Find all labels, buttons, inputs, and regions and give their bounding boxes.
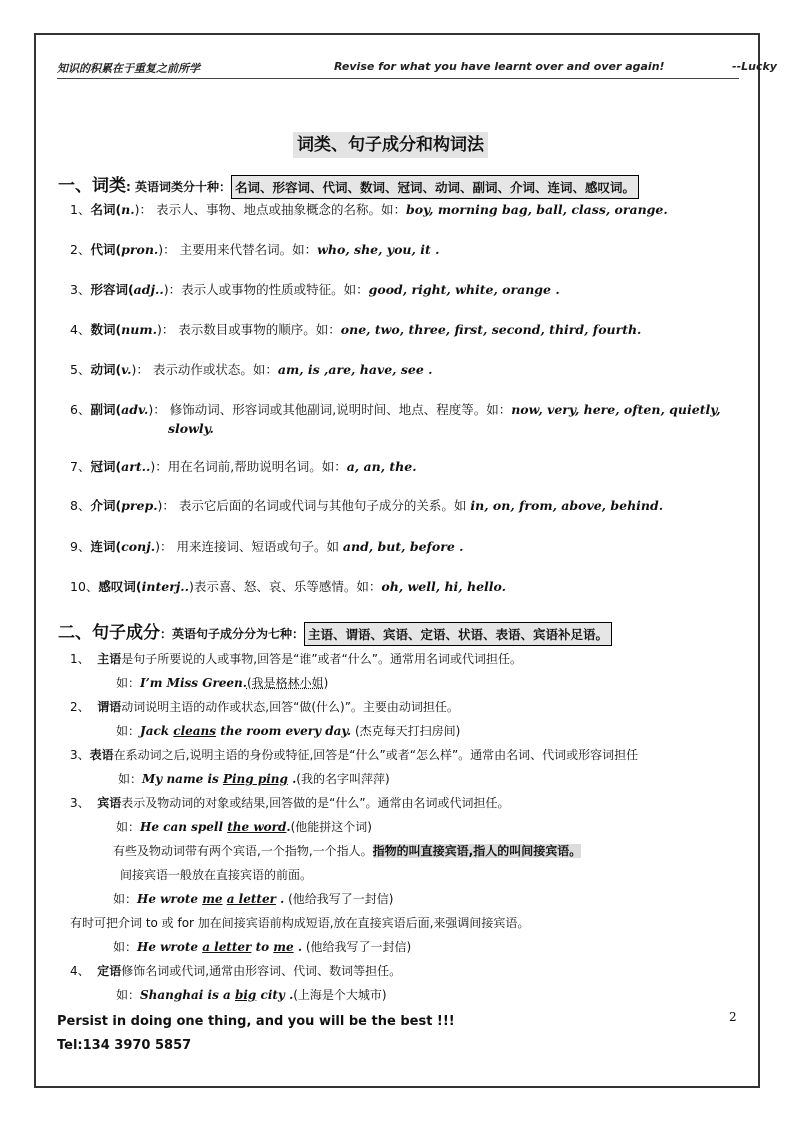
example-words: in, on, from, above, behind.: [470, 498, 664, 513]
word-class-name: 名词(: [90, 202, 122, 217]
word-class-definition: )表示喜、怒、哀、乐等感情。如：: [189, 579, 382, 594]
example-words: and, but, before: [342, 539, 455, 554]
example-end: .: [423, 362, 433, 377]
term: 定语: [97, 964, 122, 978]
sentence-parts-box: 主语、谓语、宾语、定语、状语、表语、宾语补足语。: [304, 622, 612, 646]
section-title: 词类: [92, 176, 126, 196]
item-number: 8、: [70, 498, 91, 513]
example-part: .: [293, 940, 302, 954]
example-words: boy, morning bag, ball, class, orange: [405, 202, 664, 217]
example-underlined: cleans: [173, 724, 217, 738]
example-part: He wrote: [137, 940, 203, 954]
example-translation: (他能拼这个词): [290, 820, 372, 834]
term: 表语: [89, 748, 114, 762]
word-class-definition: )： 表示人、事物、地点或抽象概念的名称。如：: [134, 202, 406, 217]
word-class-definition: )：表示人或事物的性质或特征。如：: [163, 282, 369, 297]
word-class-item: [70, 320, 641, 339]
example-words: oh, well, hi, hello.: [381, 579, 506, 594]
header-divider: [57, 78, 739, 79]
section-number: 二、: [58, 623, 92, 643]
object-line: [70, 794, 510, 812]
word-classes-box: 名词、形容词、代词、数词、冠词、动词、副词、介词、连词、感叹词。: [231, 175, 639, 199]
example-part: to: [251, 940, 274, 954]
example-underlined: the word: [227, 820, 287, 834]
header-right-signature: --Lucky: [732, 60, 777, 73]
word-class-item: [70, 280, 560, 299]
object-note-order: 间接宾语一般放在直接宾语的前面。: [120, 868, 313, 882]
section-colon: :: [126, 180, 131, 194]
item-number: 4、: [70, 964, 90, 978]
example-translation: (我的名字叫萍萍): [296, 772, 390, 786]
word-class-item: [70, 496, 663, 515]
example-part: .: [287, 772, 297, 786]
note-text: 有些及物动词带有两个宾语,一个指物,一个指人。: [113, 844, 373, 858]
section-sentence-parts-heading: [58, 618, 612, 646]
word-class-name: 介词(: [90, 498, 122, 513]
attributive-line: [70, 962, 401, 980]
word-class-item: [70, 577, 506, 596]
item-number: 1、: [70, 202, 91, 217]
term: 谓语: [97, 700, 122, 714]
example-words: one, two, three, first, second, third, fourth.: [340, 322, 642, 337]
definition: 是句子所要说的人或事物,回答是“谁”或者“什么”。通常用名词或代词担任。: [121, 652, 522, 666]
definition: 在系动词之后,说明主语的身份或特征,回答是“什么”或者“怎么样”。通常由名词、代词或形容词担任: [113, 748, 639, 762]
example-part: He wrote: [137, 892, 203, 906]
item-number: 2、: [70, 242, 91, 257]
word-class-definition: )： 修饰动词、形容词或其他副词,说明时间、地点、程度等。如：: [148, 402, 512, 417]
example-part: Jack: [140, 724, 174, 738]
example-underlined: big: [234, 988, 257, 1002]
example-part: city .: [256, 988, 294, 1002]
word-class-abbreviation: adj..: [133, 282, 164, 297]
predicative-example: [118, 770, 390, 788]
word-class-name: 动词(: [90, 362, 122, 377]
subject-line: [70, 650, 522, 668]
adverb-example-continued: [168, 419, 214, 438]
definition: 修饰名词或代词,通常由形容词、代词、数词等担任。: [121, 964, 402, 978]
section-subtitle: 英语词类分十种：: [130, 180, 231, 194]
example-words: a, an, the.: [346, 459, 417, 474]
word-class-abbreviation: conj.: [121, 539, 156, 554]
example-underlined: me: [202, 892, 223, 906]
word-class-abbreviation: n.: [121, 202, 135, 217]
example-words: am, is ,are, have, see: [277, 362, 424, 377]
word-class-name: 副词(: [90, 402, 122, 417]
example-end: .: [454, 539, 464, 554]
example-translation: (他给我写了一封信): [302, 940, 412, 954]
example-prefix: 如：: [116, 676, 141, 690]
item-number: 1、: [70, 652, 90, 666]
item-number: 3、: [70, 748, 90, 762]
word-class-name: 连词(: [90, 539, 122, 554]
example-part: the room every day.: [216, 724, 352, 738]
attributive-example: [116, 986, 387, 1004]
predicate-line: [70, 698, 459, 716]
example-words: slowly.: [168, 421, 214, 436]
example-part: .: [275, 892, 285, 906]
word-class-abbreviation: art..: [121, 459, 151, 474]
predicate-example: [116, 722, 460, 740]
item-number: 3、: [70, 796, 90, 810]
object-note-double: [113, 842, 581, 860]
item-number: 5、: [70, 362, 91, 377]
example-part: .: [286, 820, 291, 834]
word-class-abbreviation: adv.: [121, 402, 149, 417]
footer-phone: Tel:134 3970 5857: [57, 1038, 192, 1053]
word-class-name: 数词(: [90, 322, 122, 337]
word-class-abbreviation: pron.: [121, 242, 159, 257]
word-class-name: 感叹词(: [98, 579, 142, 594]
example-part: He can spell: [140, 820, 228, 834]
example-part: My name is: [142, 772, 223, 786]
example-prefix: 如：: [116, 820, 141, 834]
item-number: 7、: [70, 459, 91, 474]
word-class-name: 形容词(: [90, 282, 134, 297]
word-class-item: [70, 240, 439, 259]
item-number: 3、: [70, 282, 91, 297]
term: 宾语: [97, 796, 122, 810]
item-number: 4、: [70, 322, 91, 337]
object-example-double: [113, 890, 393, 908]
object-note-prep: 有时可把介词 to 或 for 加在间接宾语前构成短语,放在直接宾语后面,来强调间接宾语。: [70, 916, 530, 930]
word-class-definition: )： 主要用来代替名词。如：: [158, 242, 318, 257]
word-class-item: [70, 360, 433, 379]
page-number: 2: [729, 1010, 737, 1024]
item-number: 2、: [70, 700, 90, 714]
example-part: Shanghai is a: [140, 988, 235, 1002]
example-end: .: [430, 242, 440, 257]
example-prefix: 如：: [116, 988, 141, 1002]
word-class-definition: )： 表示数目或事物的顺序。如：: [156, 322, 341, 337]
word-class-definition: )： 表示它后面的名词或代词与其他句子成分的关系。如: [157, 498, 471, 513]
example-underlined: Ping ping: [222, 772, 288, 786]
example-words: good, right, white, orange: [368, 282, 551, 297]
example-prefix: 如：: [113, 892, 138, 906]
word-class-definition: )： 表示动作或状态。如：: [131, 362, 278, 377]
example-prefix: 如：: [118, 772, 143, 786]
word-class-definition: )： 用来连接词、短语或句子。如: [155, 539, 343, 554]
section-number: 一、: [58, 176, 92, 196]
example-translation: (上海是个大城市): [293, 988, 387, 1002]
example-end: .: [663, 202, 668, 217]
word-class-item: [70, 200, 668, 219]
word-class-name: 冠词(: [90, 459, 122, 474]
example-prefix: 如：: [113, 940, 138, 954]
definition: 表示及物动词的对象或结果,回答做的是“什么”。通常由名词或代词担任。: [121, 796, 510, 810]
note-highlight: 指物的叫直接宾语,指人的叫间接宾语。: [372, 844, 582, 858]
subject-example: [116, 674, 328, 692]
word-class-abbreviation: prep.: [121, 498, 158, 513]
section-title: 句子成分: [92, 623, 160, 643]
section-word-classes-heading: [58, 171, 639, 199]
definition: 动词说明主语的动作或状态,回答“做(什么)”。主要由动词担任。: [121, 700, 459, 714]
example-translation: (杰克每天打扫房间): [351, 724, 461, 738]
word-class-abbreviation: num.: [121, 322, 157, 337]
example-end: .: [550, 282, 560, 297]
example-words: now, very, here, often, quietly,: [511, 402, 721, 417]
word-class-item: [70, 457, 417, 476]
word-class-abbreviation: v.: [121, 362, 132, 377]
example-underlined: a letter: [226, 892, 276, 906]
word-class-definition: )：用在名词前,帮助说明名词。如：: [150, 459, 347, 474]
footer-motto: Persist in doing one thing, and you will be the best !!!: [57, 1014, 455, 1029]
word-class-item: [70, 400, 721, 419]
word-class-name: 代词(: [90, 242, 122, 257]
item-number: 10、: [70, 579, 99, 594]
example-words: who, she, you, it: [317, 242, 431, 257]
object-example-prep: [113, 938, 411, 956]
item-number: 9、: [70, 539, 91, 554]
object-example: [116, 818, 372, 836]
section-colon: ：: [160, 627, 173, 641]
header-center-slogan: Revise for what you have learnt over and over again!: [334, 60, 665, 73]
item-number: 6、: [70, 402, 91, 417]
example-translation: (他给我写了一封信): [284, 892, 394, 906]
example-underlined: a letter: [202, 940, 252, 954]
header-left-slogan: 知识的积累在于重复之前所学: [57, 62, 200, 75]
word-class-item: [70, 537, 464, 556]
word-class-abbreviation: interj..: [141, 579, 190, 594]
predicative-line: [70, 746, 638, 764]
example-sentence: I’m Miss Green.: [140, 676, 247, 690]
example-underlined: me: [273, 940, 294, 954]
term: 主语: [97, 652, 122, 666]
section-subtitle: 英语句子成分分为七种：: [172, 627, 305, 641]
example-translation: (我是格林小姐): [246, 676, 329, 690]
example-prefix: 如：: [116, 724, 141, 738]
page-title: 词类、句子成分和构词法: [293, 132, 488, 158]
